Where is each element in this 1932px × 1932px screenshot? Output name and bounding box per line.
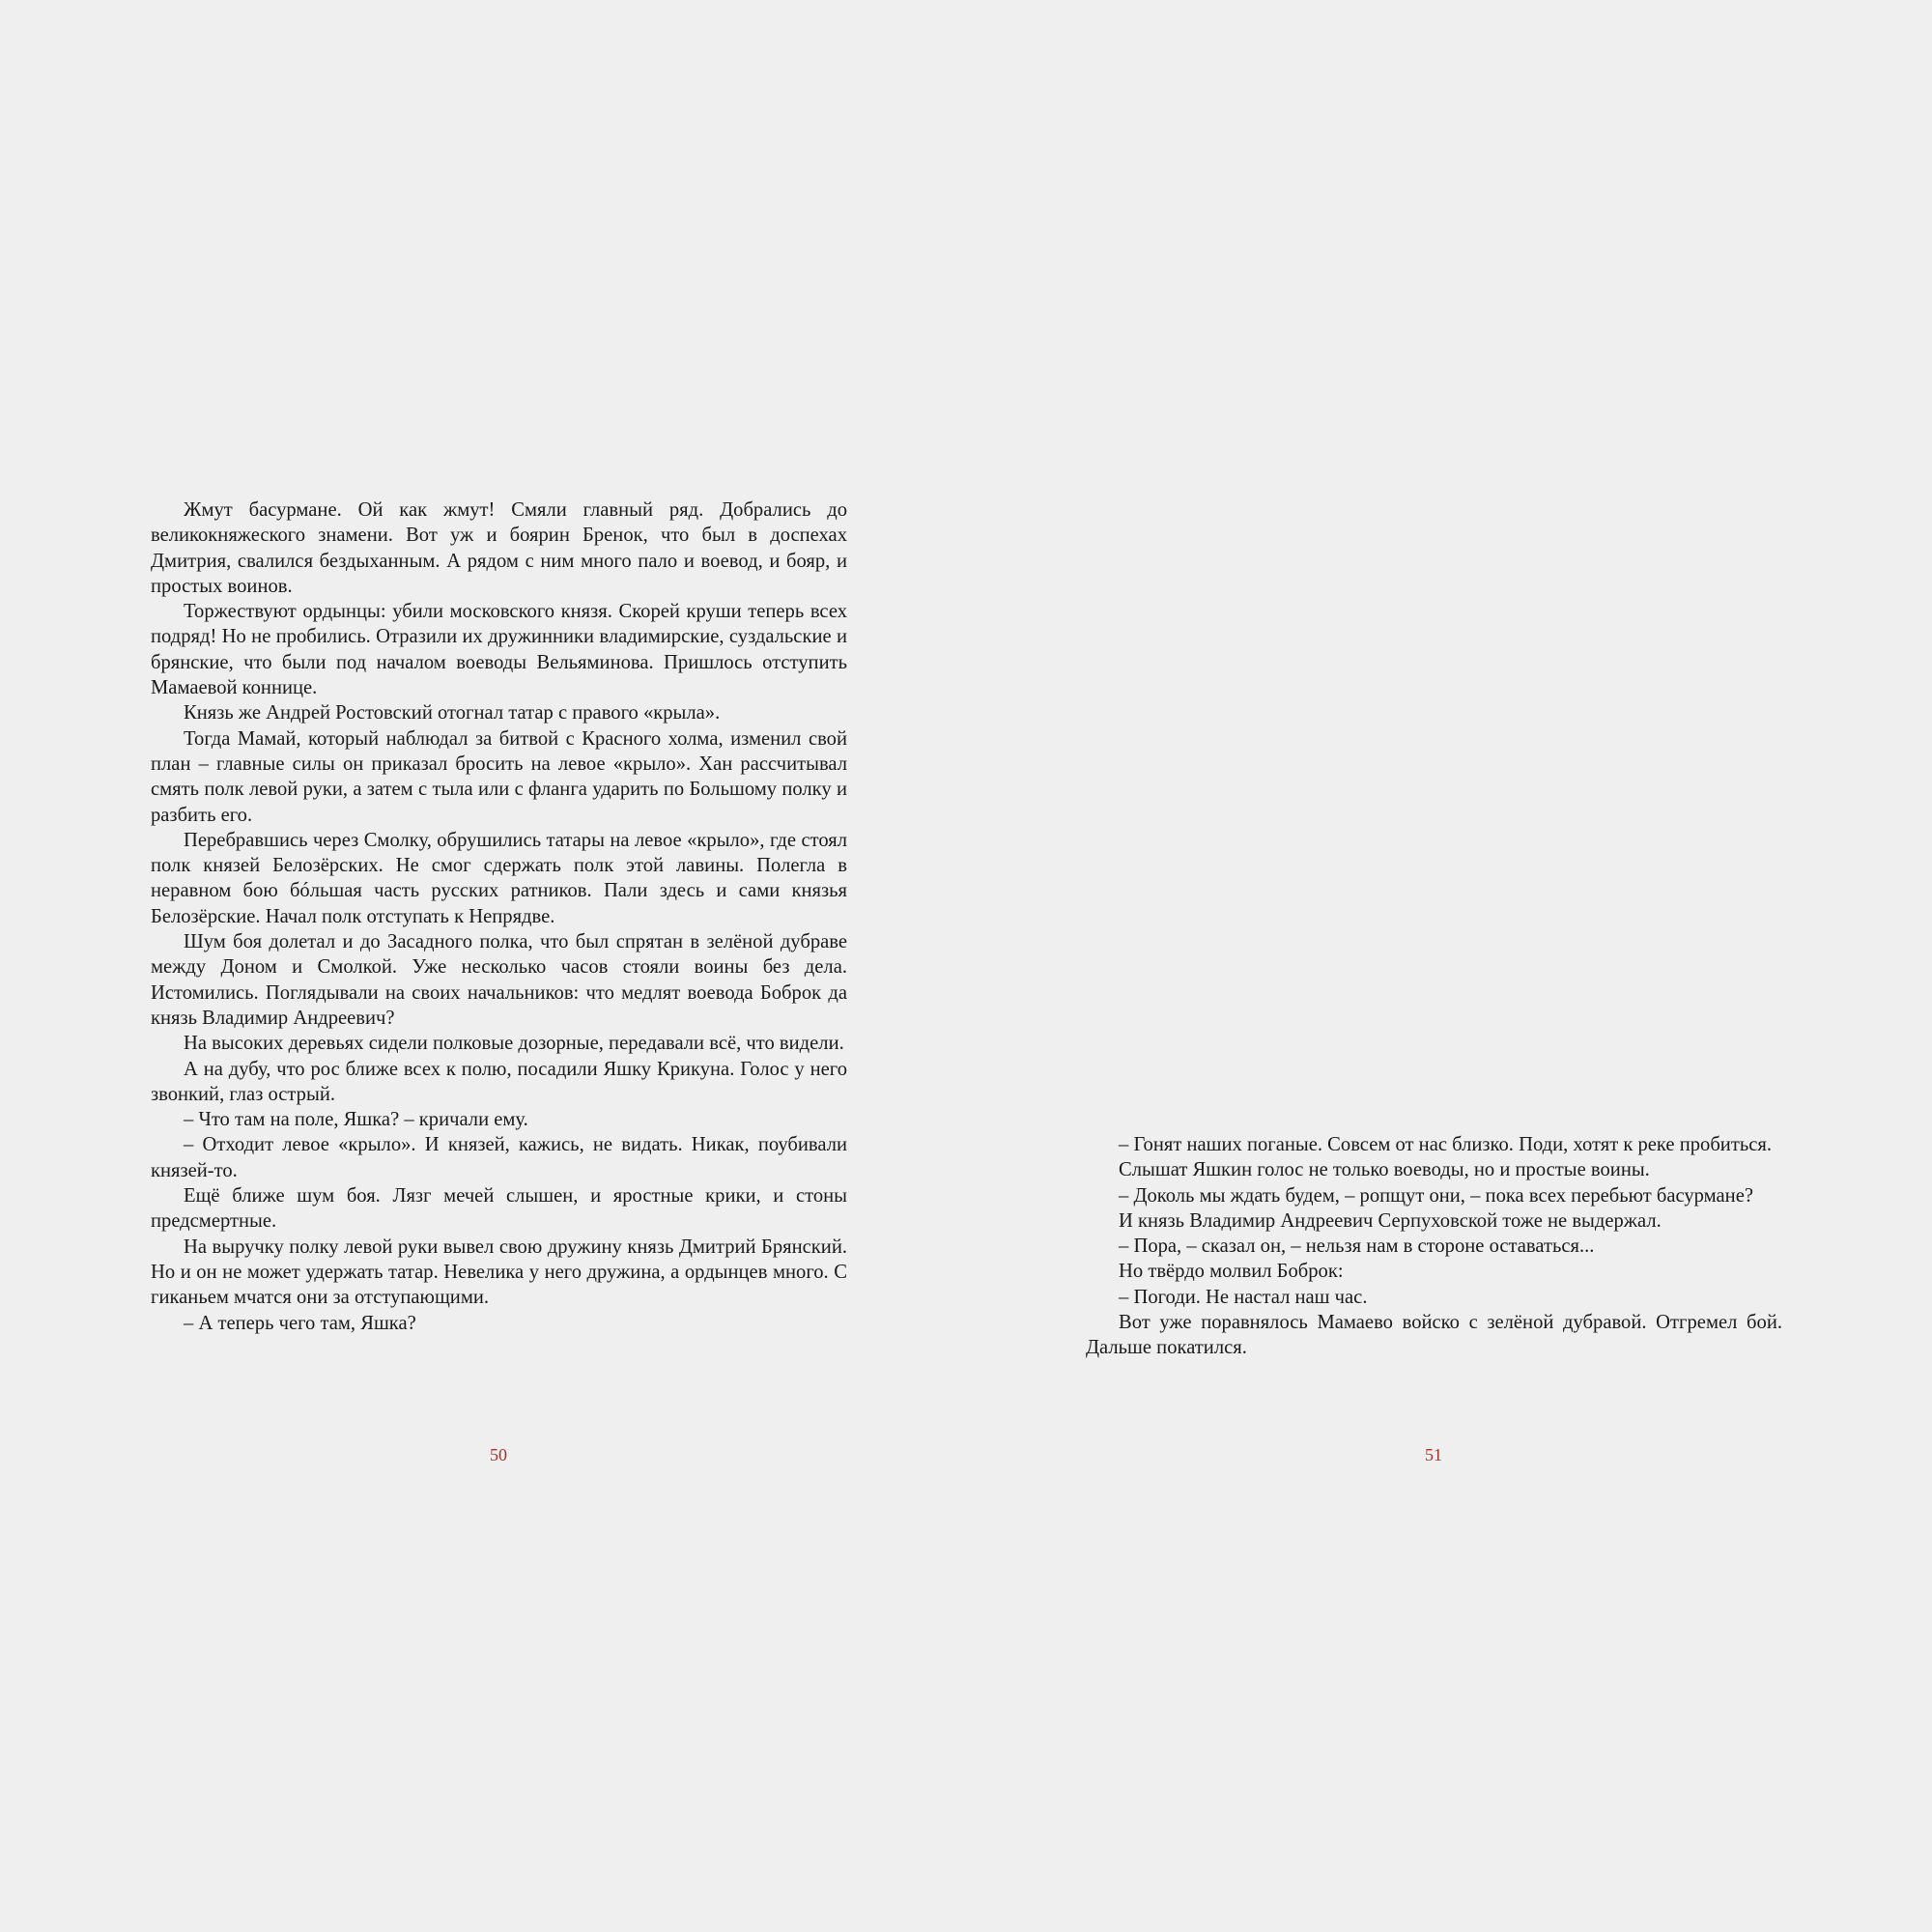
paragraph: На выручку полку левой руки вывел свою дружину князь Дмитрий Брянский. Но и он не может удержать татар. Невелика у него дружина, а ордынцев много. С гиканьем мчатся они за отступающими. bbox=[151, 1236, 847, 1309]
left-page-text bbox=[151, 497, 847, 1336]
paragraph: Вот уже поравнялось Мамаево войско с зелёной дубравой. Отгремел бой. Дальше покатился. bbox=[1086, 1312, 1782, 1359]
paragraph: Жмут басурмане. Ой как жмут! Смяли главный ряд. Добрались до великокняжеского знамени. Вот уж и боярин Бренок, что был в доспехах Дмитрия, свалился бездыханным. А рядом с ним много пало и воевод, и бояр, и простых воинов. bbox=[151, 499, 847, 597]
paragraph: – Погоди. Не настал наш час. bbox=[1119, 1286, 1368, 1308]
paragraph: И князь Владимир Андреевич Серпуховской тоже не выдержал. bbox=[1119, 1209, 1662, 1232]
paragraph: А на дубу, что рос ближе всех к полю, посадили Яшку Крикуна. Голос у него звонкий, глаз острый. bbox=[151, 1058, 847, 1105]
paragraph: Тогда Мамай, который наблюдал за битвой с Красного холма, изменил свой план – главные силы он приказал бросить на левое «крыло». Хан рассчитывал смять полк левой руки, а затем с тыла или с фланга ударить по Большому полку и разбить его. bbox=[151, 727, 847, 826]
paragraph: Перебравшись через Смолку, обрушились татары на левое «крыло», где стоял полк князей Белозёрских. Не смог сдержать полк этой лавины. Полегла в неравном бою бóльшая часть русских ратников. Пали здесь и сами князья Белозёрские. Начал полк отступать к Непрядве. bbox=[151, 829, 847, 927]
paragraph: – А теперь чего там, Яшка? bbox=[184, 1312, 416, 1334]
paragraph: Князь же Андрей Ростовский отогнал татар с правого «крыла». bbox=[184, 702, 721, 724]
paragraph: Торжествуют ордынцы: убили московского князя. Скорей круши теперь всех подряд! Но не пробились. Отразили их дружинники владимирские, суздальские и брянские, что были под началом воеводы Вельяминова. Пришлось отступить Мамаевой коннице. bbox=[151, 601, 847, 699]
paragraph: Но твёрдо молвил Боброк: bbox=[1119, 1261, 1344, 1283]
paragraph: Слышат Яшкин голос не только воеводы, но и простые воины. bbox=[1119, 1159, 1650, 1181]
right-page bbox=[966, 0, 1932, 1932]
right-page-text bbox=[1086, 1132, 1782, 1361]
paragraph: – Отходит левое «крыло». И князей, кажись, не видать. Никак, поубивали князей-то. bbox=[151, 1134, 847, 1181]
paragraph: Шум боя долетал и до Засадного полка, что был спрятан в зелёной дубраве между Доном и Смолкой. Уже несколько часов стояли воины без дела. Истомились. Поглядывали на своих начальников: что медлят воевода Боброк да князь Владимир Андреевич? bbox=[151, 931, 847, 1029]
paragraph: На высоких деревьях сидели полковые дозорные, передавали всё, что видели. bbox=[184, 1033, 844, 1055]
paragraph: Ещё ближе шум боя. Лязг мечей слышен, и яростные крики, и стоны предсмертные. bbox=[151, 1185, 847, 1233]
paragraph: – Гонят наших поганые. Совсем от нас близко. Поди, хотят к реке пробиться. bbox=[1119, 1134, 1772, 1155]
paragraph: – Пора, – сказал он, – нельзя нам в стороне оставаться... bbox=[1119, 1236, 1595, 1258]
page-number-right: 51 bbox=[1425, 1445, 1442, 1464]
page-number-left: 50 bbox=[490, 1445, 507, 1464]
paragraph: – Доколь мы ждать будем, – ропщут они, – пока всех перебьют басурмане? bbox=[1119, 1184, 1753, 1207]
paragraph: – Что там на поле, Яшка? – кричали ему. bbox=[184, 1109, 528, 1131]
